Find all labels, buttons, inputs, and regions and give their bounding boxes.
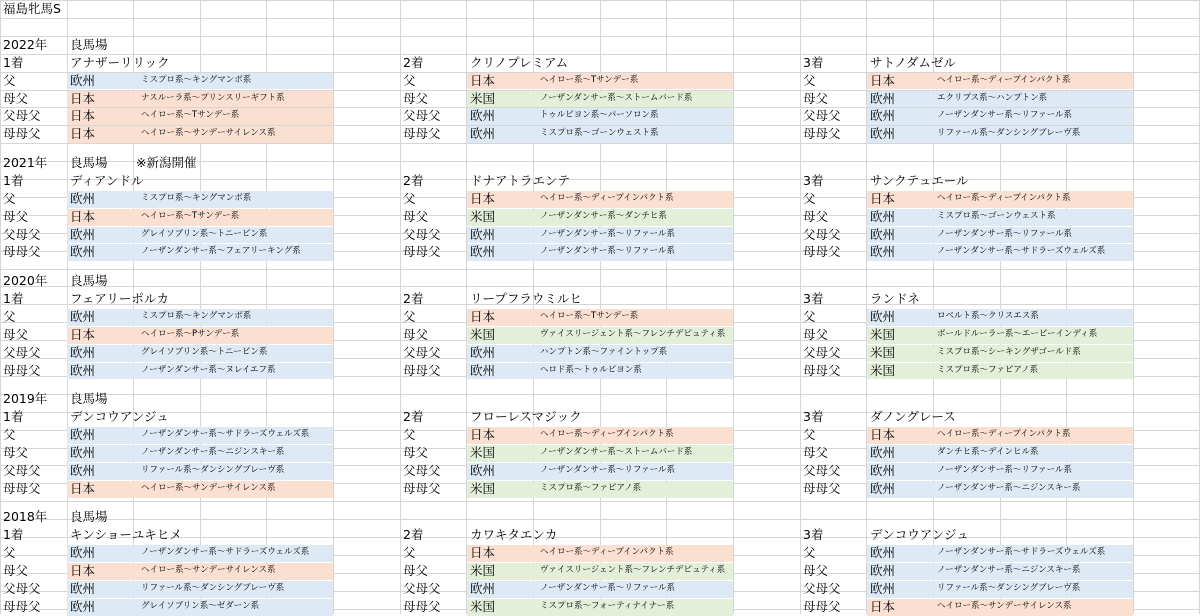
lineage-cell[interactable]: リファール系～ダンシングブレーヴ系: [937, 128, 1081, 139]
lineage-cell[interactable]: ミスプロ系～シーキングザゴールド系: [937, 346, 1081, 357]
lineage-cell[interactable]: ミスプロ系～フォーティナイナー系: [540, 600, 675, 611]
lineage-cell[interactable]: ミスプロ系～ゴーンウェスト系: [937, 210, 1056, 221]
region-cell[interactable]: 日本: [870, 72, 896, 88]
finish-position[interactable]: 2着: [403, 527, 424, 543]
lineage-cell[interactable]: ボールドルーラー系～エーピーインディ系: [937, 328, 1098, 339]
region-cell[interactable]: 米国: [870, 362, 896, 378]
region-cell[interactable]: 欧州: [470, 580, 496, 596]
lineage-cell[interactable]: ヴァイスリージェント系～フレンチデピュティ系: [540, 328, 726, 339]
region-cell[interactable]: 日本: [470, 308, 496, 324]
region-cell[interactable]: 欧州: [70, 308, 96, 324]
pedigree-role[interactable]: 母父: [3, 90, 29, 106]
region-cell[interactable]: 欧州: [70, 344, 96, 360]
finish-position[interactable]: 1着: [3, 290, 24, 306]
region-cell[interactable]: 欧州: [70, 190, 96, 206]
lineage-cell[interactable]: ダンチヒ系～デインヒル系: [937, 446, 1039, 457]
horse-name[interactable]: ダノングレース: [870, 409, 956, 425]
lineage-cell[interactable]: ノーザンダンサー系～フェアリーキング系: [141, 246, 301, 257]
horse-name[interactable]: ドナアトラエンテ: [470, 172, 571, 188]
pedigree-role[interactable]: 母父: [803, 444, 829, 460]
lineage-cell[interactable]: ノーザンダンサー系～サドラーズウェルズ系: [937, 547, 1106, 558]
region-cell[interactable]: 欧州: [870, 208, 896, 224]
pedigree-role[interactable]: 父: [403, 190, 416, 206]
horse-name[interactable]: デンコウアンジュ: [870, 527, 969, 543]
pedigree-role[interactable]: 母母父: [3, 598, 41, 614]
region-cell[interactable]: 米国: [870, 326, 896, 342]
pedigree-role[interactable]: 父母父: [3, 226, 41, 242]
pedigree-role[interactable]: 母父: [3, 563, 29, 579]
column-gridline: [800, 0, 801, 614]
pedigree-role[interactable]: 父: [3, 72, 16, 88]
lineage-cell[interactable]: ミスプロ系～キングマンボ系: [141, 74, 252, 85]
lineage-cell[interactable]: ヘイロー系～サンデーサイレンス系: [141, 482, 276, 493]
region-cell[interactable]: 欧州: [70, 545, 96, 561]
track-condition[interactable]: 良馬場: [70, 154, 108, 170]
lineage-cell[interactable]: ノーザンダンサー系～リファール系: [540, 246, 675, 257]
finish-position[interactable]: 2着: [403, 172, 424, 188]
lineage-cell[interactable]: グレイソブリン系～トニービン系: [141, 228, 268, 239]
lineage-cell[interactable]: ヘイロー系～Tサンデー系: [540, 310, 639, 321]
lineage-cell[interactable]: ヘイロー系～ディープインパクト系: [937, 192, 1071, 203]
pedigree-role[interactable]: 母母父: [403, 362, 441, 378]
finish-position[interactable]: 1着: [3, 172, 24, 188]
pedigree-role[interactable]: 母父: [803, 90, 829, 106]
pedigree-role[interactable]: 母母父: [403, 244, 441, 260]
finish-position[interactable]: 3着: [803, 527, 824, 543]
lineage-cell[interactable]: ノーザンダンサー系～ニジンスキー系: [937, 482, 1081, 493]
region-cell[interactable]: 日本: [470, 427, 496, 443]
pedigree-role[interactable]: 母母父: [403, 126, 441, 142]
lineage-cell[interactable]: ヘイロー系～ディープインパクト系: [937, 429, 1071, 440]
region-cell[interactable]: 欧州: [870, 462, 896, 478]
finish-position[interactable]: 2着: [403, 409, 424, 425]
lineage-cell[interactable]: ヘイロー系～Pサンデー系: [141, 328, 240, 339]
horse-name[interactable]: ランドネ: [870, 290, 920, 306]
finish-position[interactable]: 3着: [803, 290, 824, 306]
pedigree-role[interactable]: 母母父: [3, 480, 41, 496]
pedigree-role[interactable]: 母母父: [403, 598, 441, 614]
pedigree-role[interactable]: 母父: [3, 208, 29, 224]
lineage-cell[interactable]: ノーザンダンサー系～ニジンスキー系: [937, 565, 1081, 576]
horse-name[interactable]: ディアンドル: [70, 172, 144, 188]
region-cell[interactable]: 日本: [70, 126, 96, 142]
horse-name[interactable]: フローレスマジック: [470, 409, 582, 425]
lineage-cell[interactable]: ミスプロ系～ゴーンウェスト系: [540, 128, 659, 139]
lineage-cell[interactable]: ヘイロー系～サンデーサイレンス系: [141, 128, 276, 139]
region-cell[interactable]: 米国: [870, 344, 896, 360]
region-cell[interactable]: 日本: [870, 190, 896, 206]
lineage-cell[interactable]: リファール系～ダンシングブレーヴ系: [141, 582, 285, 593]
finish-position[interactable]: 3着: [803, 54, 824, 70]
lineage-cell[interactable]: ノーザンダンサー系～サドラーズウェルズ系: [141, 429, 310, 440]
lineage-cell[interactable]: ノーザンダンサー系～ヌレイエフ系: [141, 364, 276, 375]
region-cell[interactable]: 日本: [70, 108, 96, 124]
year-label[interactable]: 2018年: [3, 509, 48, 525]
region-cell[interactable]: 米国: [470, 326, 496, 342]
lineage-cell[interactable]: ノーザンダンサー系～リファール系: [937, 228, 1072, 239]
horse-name[interactable]: クリノプレミアム: [470, 54, 569, 70]
horse-name[interactable]: カワキタエンカ: [470, 527, 558, 543]
region-cell[interactable]: 欧州: [470, 226, 496, 242]
venue-note[interactable]: ※新潟開催: [136, 154, 197, 170]
horse-name[interactable]: サトノダムゼル: [870, 54, 956, 70]
pedigree-role[interactable]: 母母父: [3, 362, 41, 378]
lineage-cell[interactable]: ヘイロー系～サンデーサイレンス系: [937, 600, 1072, 611]
lineage-cell[interactable]: ナスルーラ系～プリンスリーギフト系: [141, 92, 285, 103]
pedigree-role[interactable]: 父: [3, 308, 16, 324]
pedigree-role[interactable]: 母母父: [3, 126, 41, 142]
region-cell[interactable]: 欧州: [870, 444, 896, 460]
region-cell[interactable]: 欧州: [870, 480, 896, 496]
region-cell[interactable]: 日本: [70, 563, 96, 579]
year-label[interactable]: 2022年: [3, 36, 48, 52]
year-label[interactable]: 2021年: [3, 154, 48, 170]
lineage-cell[interactable]: ヘイロー系～Tサンデー系: [540, 74, 639, 85]
region-cell[interactable]: 米国: [470, 90, 496, 106]
horse-name[interactable]: デンコウアンジュ: [70, 409, 169, 425]
pedigree-role[interactable]: 父母父: [403, 344, 441, 360]
region-cell[interactable]: 欧州: [70, 598, 96, 614]
region-cell[interactable]: 欧州: [470, 362, 496, 378]
region-cell[interactable]: 欧州: [470, 462, 496, 478]
horse-name[interactable]: アナザーリリック: [70, 54, 170, 70]
pedigree-role[interactable]: 父母父: [403, 226, 441, 242]
region-cell[interactable]: 日本: [870, 598, 896, 614]
pedigree-role[interactable]: 父: [803, 190, 816, 206]
lineage-cell[interactable]: グレイソブリン系～トニービン系: [141, 346, 268, 357]
track-condition[interactable]: 良馬場: [70, 391, 108, 407]
pedigree-role[interactable]: 母父: [403, 208, 429, 224]
column-gridline: [400, 0, 401, 614]
pedigree-role[interactable]: 父: [3, 545, 16, 561]
lineage-cell[interactable]: ノーザンダンサー系～ダンチヒ系: [540, 210, 667, 221]
pedigree-role[interactable]: 父: [803, 72, 816, 88]
pedigree-role[interactable]: 父母父: [803, 462, 841, 478]
pedigree-role[interactable]: 父母父: [3, 580, 41, 596]
pedigree-role[interactable]: 母母父: [403, 480, 441, 496]
region-cell[interactable]: 米国: [470, 444, 496, 460]
track-condition[interactable]: 良馬場: [70, 509, 108, 525]
lineage-cell[interactable]: ノーザンダンサー系～ストームバード系: [540, 446, 693, 457]
pedigree-role[interactable]: 父: [403, 308, 416, 324]
region-cell[interactable]: 欧州: [470, 244, 496, 260]
region-cell[interactable]: 欧州: [70, 72, 96, 88]
region-cell[interactable]: 日本: [470, 190, 496, 206]
pedigree-role[interactable]: 母母父: [3, 244, 41, 260]
pedigree-role[interactable]: 母母父: [803, 480, 841, 496]
pedigree-role[interactable]: 父: [403, 427, 416, 443]
region-cell[interactable]: 欧州: [870, 244, 896, 260]
lineage-cell[interactable]: リファール系～ダンシングブレーヴ系: [141, 464, 285, 475]
region-cell[interactable]: 米国: [470, 208, 496, 224]
lineage-cell[interactable]: ヘイロー系～Tサンデー系: [141, 210, 240, 221]
lineage-cell[interactable]: ハンプトン系～ファイントップ系: [540, 346, 668, 357]
lineage-cell[interactable]: ノーザンダンサー系～リファール系: [540, 582, 675, 593]
pedigree-role[interactable]: 母父: [3, 444, 29, 460]
pedigree-role[interactable]: 母父: [803, 208, 829, 224]
pedigree-role[interactable]: 父: [3, 427, 16, 443]
lineage-cell[interactable]: ミスプロ系～ファピアノ系: [540, 482, 642, 493]
lineage-cell[interactable]: リファール系～ダンシングブレーヴ系: [937, 582, 1081, 593]
pedigree-role[interactable]: 父母父: [403, 580, 441, 596]
horse-name[interactable]: リープフラウミルヒ: [470, 290, 582, 306]
lineage-cell[interactable]: ヘイロー系～ディープインパクト系: [937, 74, 1071, 85]
region-cell[interactable]: 米国: [470, 480, 496, 496]
horse-name[interactable]: フェアリーポルカ: [70, 290, 169, 306]
horse-name[interactable]: キンショーユキヒメ: [70, 527, 182, 543]
region-cell[interactable]: 欧州: [870, 545, 896, 561]
region-cell[interactable]: 米国: [470, 598, 496, 614]
region-cell[interactable]: 欧州: [70, 462, 96, 478]
lineage-cell[interactable]: ヴァイスリージェント系～フレンチデピュティ系: [540, 565, 726, 576]
region-cell[interactable]: 日本: [70, 90, 96, 106]
lineage-cell[interactable]: ノーザンダンサー系～サドラーズウェルズ系: [141, 547, 310, 558]
pedigree-role[interactable]: 父: [803, 308, 816, 324]
pedigree-role[interactable]: 母母父: [803, 126, 841, 142]
year-label[interactable]: 2019年: [3, 391, 48, 407]
track-condition[interactable]: 良馬場: [70, 273, 108, 289]
region-cell[interactable]: 欧州: [870, 126, 896, 142]
pedigree-role[interactable]: 母父: [403, 326, 429, 342]
region-cell[interactable]: 欧州: [470, 126, 496, 142]
finish-position[interactable]: 2着: [403, 54, 424, 70]
region-cell[interactable]: 日本: [470, 545, 496, 561]
pedigree-role[interactable]: 母父: [403, 444, 429, 460]
pedigree-role[interactable]: 父母父: [803, 226, 841, 242]
region-cell[interactable]: 欧州: [470, 108, 496, 124]
lineage-cell[interactable]: ヘイロー系～ディープインパクト系: [540, 192, 674, 203]
finish-position[interactable]: 1着: [3, 409, 24, 425]
pedigree-role[interactable]: 父母父: [803, 108, 841, 124]
lineage-cell[interactable]: ヘイロー系～ディープインパクト系: [540, 547, 674, 558]
pedigree-role[interactable]: 父母父: [803, 344, 841, 360]
pedigree-role[interactable]: 母母父: [803, 362, 841, 378]
lineage-cell[interactable]: ノーザンダンサー系～リファール系: [540, 228, 675, 239]
year-label[interactable]: 2020年: [3, 273, 48, 289]
pedigree-role[interactable]: 母父: [803, 563, 829, 579]
pedigree-role[interactable]: 父: [803, 545, 816, 561]
lineage-cell[interactable]: ミスプロ系～ファピアノ系: [937, 364, 1039, 375]
finish-position[interactable]: 3着: [803, 409, 824, 425]
lineage-cell[interactable]: ヘイロー系～サンデーサイレンス系: [141, 565, 276, 576]
pedigree-role[interactable]: 父: [403, 545, 416, 561]
lineage-cell[interactable]: トゥルビヨン系～パーソロン系: [540, 110, 659, 121]
region-cell[interactable]: 欧州: [870, 108, 896, 124]
region-cell[interactable]: 欧州: [870, 308, 896, 324]
lineage-cell[interactable]: ノーザンダンサー系～リファール系: [540, 464, 675, 475]
region-cell[interactable]: 米国: [470, 563, 496, 579]
region-cell[interactable]: 欧州: [870, 580, 896, 596]
region-cell[interactable]: 欧州: [70, 244, 96, 260]
region-cell[interactable]: 欧州: [70, 362, 96, 378]
region-cell[interactable]: 日本: [870, 427, 896, 443]
lineage-cell[interactable]: ミスプロ系～キングマンボ系: [141, 310, 252, 321]
pedigree-role[interactable]: 父母父: [403, 108, 441, 124]
region-cell[interactable]: 欧州: [870, 563, 896, 579]
lineage-cell[interactable]: ヘロド系～トゥルビヨン系: [540, 364, 642, 375]
finish-position[interactable]: 3着: [803, 172, 824, 188]
lineage-cell[interactable]: ヘイロー系～ディープインパクト系: [540, 429, 674, 440]
pedigree-role[interactable]: 父: [803, 427, 816, 443]
region-cell[interactable]: 日本: [70, 208, 96, 224]
region-cell[interactable]: 日本: [70, 480, 96, 496]
pedigree-role[interactable]: 母母父: [803, 598, 841, 614]
track-condition[interactable]: 良馬場: [70, 36, 108, 52]
region-cell[interactable]: 欧州: [70, 444, 96, 460]
region-cell[interactable]: 欧州: [70, 427, 96, 443]
pedigree-role[interactable]: 父: [403, 72, 416, 88]
region-cell[interactable]: 日本: [470, 72, 496, 88]
sheet-title[interactable]: 福島牝馬S: [3, 1, 61, 16]
pedigree-role[interactable]: 父母父: [3, 344, 41, 360]
column-gridline: [0, 0, 1, 614]
lineage-cell[interactable]: ノーザンダンサー系～ニジンスキー系: [141, 446, 285, 457]
pedigree-role[interactable]: 父母父: [3, 462, 41, 478]
finish-position[interactable]: 2着: [403, 290, 424, 306]
region-cell[interactable]: 欧州: [870, 90, 896, 106]
lineage-cell[interactable]: ノーザンダンサー系～リファール系: [937, 464, 1072, 475]
lineage-cell[interactable]: ノーザンダンサー系～サドラーズウェルズ系: [937, 246, 1106, 257]
region-cell[interactable]: 欧州: [870, 226, 896, 242]
pedigree-role[interactable]: 父母父: [803, 580, 841, 596]
pedigree-role[interactable]: 父母父: [403, 462, 441, 478]
pedigree-role[interactable]: 父: [3, 190, 16, 206]
pedigree-role[interactable]: 父母父: [3, 108, 41, 124]
region-cell[interactable]: 欧州: [470, 344, 496, 360]
lineage-cell[interactable]: グレイソブリン系～ゼダーン系: [141, 600, 260, 611]
pedigree-role[interactable]: 母父: [3, 326, 29, 342]
lineage-cell[interactable]: エクリプス系～ハンプトン系: [937, 92, 1048, 103]
lineage-cell[interactable]: ノーザンダンサー系～リファール系: [937, 110, 1072, 121]
lineage-cell[interactable]: ロベルト系～クリスエス系: [937, 310, 1039, 321]
lineage-cell[interactable]: ミスプロ系～キングマンボ系: [141, 192, 252, 203]
finish-position[interactable]: 1着: [3, 54, 24, 70]
lineage-cell[interactable]: ヘイロー系～Tサンデー系: [141, 110, 240, 121]
pedigree-role[interactable]: 母父: [803, 326, 829, 342]
lineage-cell[interactable]: ノーザンダンサー系～ストームバード系: [540, 92, 693, 103]
region-cell[interactable]: 日本: [70, 326, 96, 342]
pedigree-role[interactable]: 母父: [403, 90, 429, 106]
pedigree-role[interactable]: 母父: [403, 563, 429, 579]
pedigree-role[interactable]: 母母父: [803, 244, 841, 260]
region-cell[interactable]: 欧州: [70, 580, 96, 596]
finish-position[interactable]: 1着: [3, 527, 24, 543]
horse-name[interactable]: サンクテュエール: [870, 172, 969, 188]
region-cell[interactable]: 欧州: [70, 226, 96, 242]
